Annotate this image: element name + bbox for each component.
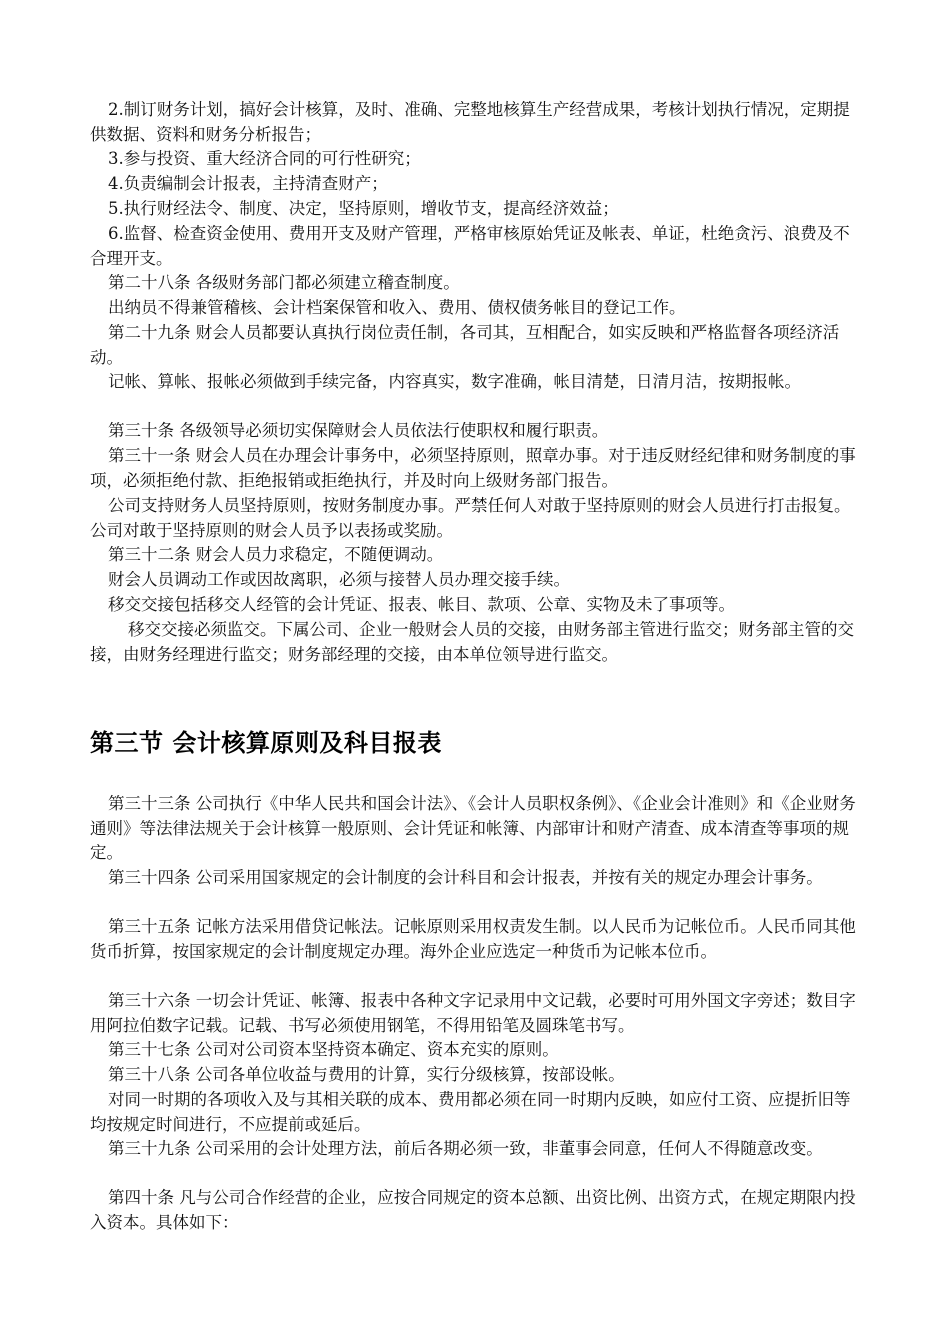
paragraph: 移交交接包括移交人经管的会计凭证、报表、帐目、款项、公章、实物及未了事项等。 [108, 595, 735, 614]
paragraph: 第三十七条 公司对公司资本坚持资本确定、资本充实的原则。 [108, 1040, 559, 1059]
paragraph: 公司支持财务人员坚持原则，按财务制度办事。严禁任何人对敢于坚持原则的财会人员进行打击报复。公司对敢于坚持原则的财会人员予以表扬或奖励。 [90, 496, 851, 540]
paragraph: 2.制订财务计划，搞好会计核算，及时、准确、完整地核算生产经营成果，考核计划执行情况，定期提供数据、资料和财务分析报告； [90, 100, 850, 144]
paragraph: 3.参与投资、重大经济合同的可行性研究； [108, 149, 421, 168]
paragraph: 第二十九条 财会人员都要认真执行岗位责任制，各司其，互相配合，如实反映和严格监督各项经济活动。 [90, 323, 840, 367]
paragraph: 6.监督、检查资金使用、费用开支及财产管理，严格审核原始凭证及帐表、单证，杜绝贪污、浪费及不合理开支。 [90, 224, 850, 268]
paragraph: 第三十三条 公司执行《中华人民共和国会计法》、《会计人员职权条例》、《企业会计准则》和《企业财务通则》等法律法规关于会计核算一般原则、会计凭证和帐簿、内部审计和财产清查、成本清查等事项的规定。 [90, 794, 856, 862]
paragraph: 财会人员调动工作或因故离职，必须与接替人员办理交接手续。 [108, 570, 570, 589]
paragraph: 5.执行财经法令、制度、决定，坚持原则，增收节支，提高经济效益； [108, 199, 619, 218]
paragraph: 第四十条 凡与公司合作经营的企业，应按合同规定的资本总额、出资比例、出资方式，在规定期限内投入资本。具体如下： [90, 1188, 856, 1232]
paragraph: 第三十九条 公司采用的会计处理方法，前后各期必须一致，非董事会同意，任何人不得随意改变。 [108, 1139, 823, 1158]
paragraph: 4.负责编制会计报表，主持清查财产； [108, 174, 388, 193]
paragraph: 第三十一条 财会人员在办理会计事务中，必须坚持原则，照章办事。对于违反财经纪律和财务制度的事项，必须拒绝付款、拒绝报销或拒绝执行，并及时向上级财务部门报告。 [90, 446, 856, 490]
paragraph: 第三十四条 公司采用国家规定的会计制度的会计科目和会计报表，并按有关的规定办理会计事务。 [108, 868, 823, 887]
paragraph: 记帐、算帐、报帐必须做到手续完备，内容真实，数字准确，帐目清楚，日清月洁，按期报帐。 [108, 372, 801, 391]
paragraph: 出纳员不得兼管稽核、会计档案保管和收入、费用、债权债务帐目的登记工作。 [108, 298, 686, 317]
paragraph: 移交交接必须监交。下属公司、企业一般财会人员的交接，由财务部主管进行监交；财务部主管的交接，由财务经理进行监交；财务部经理的交接，由本单位领导进行监交。 [90, 620, 854, 664]
paragraph: 第三十五条 记帐方法采用借贷记帐法。记帐原则采用权责发生制。以人民币为记帐位币。人民币同其他货币折算，按国家规定的会计制度规定办理。海外企业应选定一种货币为记帐本位币。 [90, 917, 856, 961]
paragraph: 第三十二条 财会人员力求稳定，不随便调动。 [108, 545, 444, 564]
paragraph: 第三十八条 公司各单位收益与费用的计算，实行分级核算，按部设帐。 [108, 1065, 625, 1084]
paragraph: 对同一时期的各项收入及与其相关联的成本、费用都必须在同一时期内反映，如应付工资、应提折旧等均按规定时间进行，不应提前或延后。 [90, 1090, 851, 1134]
paragraph: 第三十条 各级领导必须切实保障财会人员依法行使职权和履行职责。 [108, 421, 609, 440]
section-heading: 第三节 会计核算原则及科目报表 [90, 729, 442, 757]
paragraph: 第三十六条 一切会计凭证、帐簿、报表中各种文字记录用中文记载，必要时可用外国文字旁述；数目字用阿拉伯数字记载。记载、书写必须使用钢笔，不得用铅笔及圆珠笔书写。 [90, 991, 856, 1035]
paragraph: 第二十八条 各级财务部门都必须建立稽查制度。 [108, 273, 460, 292]
